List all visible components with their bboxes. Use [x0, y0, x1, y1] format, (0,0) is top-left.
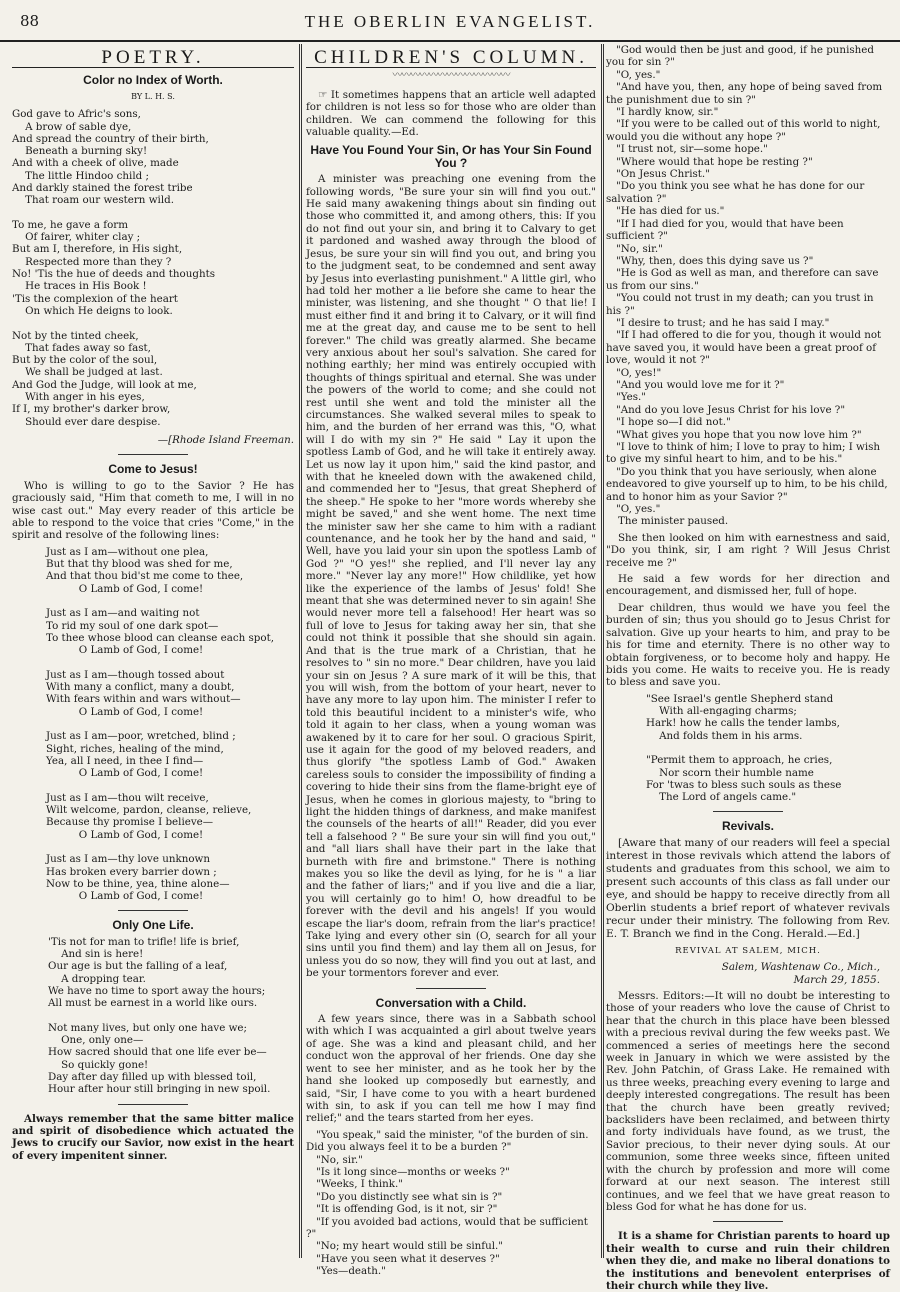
- dialogue-line: "O, yes.": [616, 68, 661, 81]
- dialogue-line: "If I had died for you, would that have been sufficient ?": [606, 217, 844, 243]
- poem-title-color: Color no Index of Worth.: [83, 73, 223, 88]
- dialogue-line: "And you would love me for it ?": [616, 378, 785, 391]
- dialogue-line: "You speak," said the minister, "of the burden of sin. Did you always feel it to be a burden ?": [306, 1128, 589, 1154]
- dialogue-line: "No; my heart would still be sinful.": [316, 1240, 504, 1253]
- dialogue-line: "What gives you hope that you now love him ?": [616, 428, 862, 441]
- dialogue-line: "I trust not, sir—some hope.": [616, 143, 768, 156]
- dialogue-line: "He has died for us.": [616, 205, 725, 218]
- poem-title-only-one-life: Only One Life.: [112, 918, 194, 933]
- dialogue-line: "No, sir.": [316, 1153, 363, 1166]
- revivals-title: Revivals.: [721, 819, 775, 834]
- column-divider-2: [601, 44, 604, 1258]
- third-column: [606, 44, 890, 1292]
- page-number: 88: [20, 12, 40, 30]
- closing-note-col1: Always remember that the same bitter malice and spirit of disobedience which actuated the Jews to crucify our Savior, now exist in the heart of every impenitent sinner.: [12, 1112, 294, 1162]
- dialogue-line: "Is it long since—months or weeks ?": [316, 1165, 510, 1178]
- dialogue-line: "Do you think you see what he has done for our salvation ?": [606, 180, 865, 205]
- wavy-rule: 〰〰〰〰〰〰〰〰〰〰〰〰〰: [392, 70, 510, 82]
- poem-verse-only-one-life: 'Tis not for man to trifle! life is brief, And sin is here! Our age is but the falling of a leaf, A dropping tear. We have no time to sport away the hours; All must be earnest in a world like ours. Not many lives, but only one have we; One, only one— How sacred should that one life ever be— So quickly gone! Day after day filled up with blessed toil, Hour after hour still bringing in new spoil.: [48, 935, 271, 1096]
- divider: [416, 988, 486, 989]
- closing-note-col3: It is a shame for Christian parents to hoard up their wealth to curse and ruin their children when they die, and make no liberal donations to the institutions and benevolent enterprises of their church while they live.: [606, 1230, 890, 1292]
- story2-intro: A few years since, there was in a Sabbath school with which I was acquainted a girl about twelve years of age. She was a kind and pleasant child, and her conduct won the approval of her friends. One day she went to see her minister, and as he took her by the hand she looked up composedly but earnestly, and said, "Sir, I have come to you with a heart burdened with sin, to ask if you can tell me how I may find relief;" and the tears started from her eyes.: [306, 1013, 596, 1125]
- divider: [118, 454, 188, 455]
- poem-title-come: Come to Jesus!: [108, 462, 198, 477]
- narrative-paragraph: The minister paused.: [618, 515, 729, 528]
- divider: [713, 1221, 783, 1222]
- dialogue-line: "I hope so—I did not.": [616, 416, 731, 429]
- childrens-column: [306, 44, 596, 1278]
- dialogue-line: "If I had offered to die for you, though it would not have saved you, it would have been a great proof of love, would it not ?": [606, 329, 882, 367]
- dialogue-line: "On Jesus Christ.": [616, 168, 710, 181]
- narrative-paragraph: She then looked on him with earnestness and said, "Do you think, sir, I am right ? Will Jesus Christ receive me ?": [606, 531, 890, 569]
- childrens-editor-note: ☞ It sometimes happens that an article well adapted for children is not less so for those who are older than children. We can commend the following for this valuable quality.—Ed.: [306, 88, 596, 139]
- narrative-paragraph: Dear children, thus would we have you feel the burden of sin; thus you should go to Jesus Christ for salvation. Give up your hearts to him, and pray to be his for time and eternity. There is no other way to obtain forgiveness, or to become holy and happy. He bids you come. He waits to receive you. He is ready to bless and save you.: [606, 601, 890, 689]
- dialogue-line: "O, yes!": [616, 366, 662, 379]
- dialogue-line: "Yes.": [616, 391, 647, 404]
- story1-paragraph: A minister was preaching one evening from the following words, "Be sure your sin will find you out." He said many awakening things about sin finding out those who committed it, and among others, this: If you do not find out your sin, and bring it to Calvary to get it pardoned and washed away through the blood of Jesus, be sure your sin will find you out, and bring you to the judgment seat, to be condemned and sent away by Jesus into everlasting punishment." A little girl, who had told her mother a lie before she came to hear the minister, was listening, and she thought " O that lie! I must either find it and bring it to Calvary, or it will find me at the great day, and cause me to be sent to hell forever." The child was greatly alarmed. She became very anxious about her soul's salvation. She cared for nothing earthly; her mind was entirely occupied with thoughts of things spiritual and eternal. She was under the powers of the world to come; and she could not rest until she went and told the minister all the circumstances. She walked several miles to speak to him, and the burden of her errand was this, "O, what will I do with my sin ?" He said " Lay it upon the spotless Lamb of God, and he will take it entirely away. Let us now lay it upon him," said the kind pastor, and with that he kneeled down with the awakened child, and commended her to "Jesus, that great Shepherd of the sheep." He spoke to her "more words whereby she might be saved," and she went home. The next time the minister saw her she came to him with a radiant countenance, and he took her by the hand and said, " Well, have you laid your sin upon the spotless Lamb of God ?" "O yes!" she replied, and I'll never lay any more." "Never lay any more!" How childlike, yet how like the experience of the lambs of Jesus' fold! She meant that she was determined never to sin again! She would never more tell a falsehood! Her heart was so full of love to Jesus for taking away her sin, that she could not think it possible that she should sin again. And that is the true mark of a Christian, that he resolves to " sin no more." Dear children, have you laid your sin on Jesus ? A sure mark of it will be this, that you will wish, from the bottom of your heart, never to have any more to lay upon him. The minister I refer to told this beautiful incident to a minister's wife, who told it again to her class, when a young woman was awakened by it to care for her soul. O gracious Spirit, use it again for the good of my beloved readers, and thus glorify "the spotless Lamb of God." Awaken careless souls to consider the impossibility of finding a covering to hide their sins from the flame-bright eye of Jesus, when he comes in glorious majesty, to "bring to light the hidden things of darkness, and make manifest the counsels of the hearts of all!" Reader, did you ever tell a falsehood ? " Be sure your sin will find you out," and "all liars shall have their part in the lake that burneth with fire and brimstone." There is nothing makes you so like the devil as lying, for he is " a liar and the father of liars;" and if you live and die a liar, you will certainly go to him! O, how dreadful to be forever with the devil and his angels! If you would escape the liar's doom, refrain from the liar's practice! Take lying and every other sin (O, search for all your sins until you find them) and lay them all on Jesus, for unless you do so now, they will find you out at last, and be your tormentors forever and ever.: [306, 173, 596, 980]
- dialogue-line: "Do you think that you have seriously, when alone endeavored to give yourself up to him, to be his child, and to honor him as your Savior ?": [606, 465, 888, 503]
- divider: [118, 1104, 188, 1105]
- dialogue-continued: [606, 44, 890, 515]
- dialogue-line: "You could not trust in my death; can you trust in his ?": [606, 292, 874, 317]
- dialogue-line: "And do you love Jesus Christ for his love ?": [616, 403, 846, 416]
- poem-byline: BY L. H. S.: [131, 91, 175, 101]
- pointing-hand-icon: ☞: [318, 88, 331, 101]
- poem-verse-come: Just as I am—without one plea, But that thy blood was shed for me, And that thou bid'st me come to thee, O Lamb of God, I come! Just as I am—and waiting not To rid my soul of one dark spot— To thee whose blood can cleanse each spot, O Lamb of God, I come! Just as I am—though tossed about With many a conflict, many a doubt, With fears within and wars without— O Lamb of God, I come! Just as I am—poor, wretched, blind ; Sight, riches, healing of the mind, Yea, all I need, in thee I find— O Lamb of God, I come! Just as I am—thou wilt receive, Wilt welcome, pardon, cleanse, relieve, Because thy promise I believe— O Lamb of God, I come! Just as I am—thy love unknown Has broken every barrier down ; Now to be thine, yea, thine alone— O Lamb of God, I come!: [46, 545, 274, 903]
- masthead: [0, 0, 900, 42]
- dialogue-line: "O, yes.": [616, 503, 661, 516]
- poem-verse-color: God gave to Afric's sons, A brow of sable dye, And spread the country of their birth, Beneath a burning sky! And with a cheek of olive, made The little Hindoo child ; And darkly stained the forest tribe That roam our western wild. To me, he gave a form Of fairer, whiter clay ; But am I, therefore, in His sight, Respected more than they ? No! 'Tis the hue of deeds and thoughts He traces in His Book ! 'Tis the complexion of the heart On which He deigns to look. Not by the tinted cheek, That fades away so fast, But by the color of the soul, We shall be judged at last. And God the Judge, will look at me, With anger in his eyes, If I, my brother's darker brow, Should ever dare despise.: [12, 108, 216, 428]
- dialogue-line: "Yes—death.": [316, 1265, 386, 1278]
- dialogue-line: "Have you seen what it deserves ?": [316, 1252, 500, 1265]
- story1-title: Have You Found Your Sin, Or has Your Sin Found You ?: [310, 143, 592, 170]
- revival-subheading: REVIVAL AT SALEM, MICH.: [675, 945, 821, 956]
- dialogue-line: "It is offending God, is it not, sir ?": [316, 1203, 498, 1216]
- dialogue-line: "No, sir.": [616, 242, 663, 255]
- story2-dialogue: [306, 1129, 596, 1278]
- dialogue-line: "He is God as well as man, and therefore can save us from our sins.": [606, 267, 879, 292]
- poem-source: —[Rhode Island Freeman.: [157, 433, 294, 446]
- dialogue-line: "Why, then, does this dying save us ?": [616, 254, 814, 267]
- divider: [118, 910, 188, 911]
- revival-dateline: Salem, Washtenaw Co., Mich., March 29, 1855.: [721, 961, 880, 986]
- poetry-column: [12, 44, 294, 1254]
- column-divider-1: [299, 44, 302, 1258]
- dialogue-line: "And have you, then, any hope of being saved from the punishment due to sin ?": [606, 81, 883, 106]
- publication-title: THE OBERLIN EVANGELIST.: [304, 12, 596, 31]
- revivals-editor-note: [Aware that many of our readers will feel a special interest in those revivals which attend the labors of students and graduates from this school, we aim to present such accounts of this class as fall under our eye, and should be happy to receive directly from all Oberlin students a brief report of whatever revivals recur under their ministry. The following from Rev. E. T. Branch we find in the Cong. Herald.—Ed.]: [606, 836, 890, 940]
- dialogue-line: "If you were to be called out of this world to night, would you die without any hope ?": [606, 118, 881, 143]
- dialogue-line: "I love to think of him; I love to pray to him; I wish to give my sinful heart to him, and to be his.": [606, 441, 881, 466]
- dialogue-line: "If you avoided bad actions, would that be sufficient ?": [306, 1215, 588, 1240]
- dialogue-line: "Do you distinctly see what sin is ?": [316, 1190, 503, 1203]
- dialogue-line: "God would then be just and good, if he punished you for sin ?": [606, 44, 874, 69]
- story2-title: Conversation with a Child.: [375, 995, 527, 1010]
- dialogue-line: "I desire to trust; and he has said I may.": [616, 316, 830, 329]
- hymn-verse: "See Israel's gentle Shepherd stand With all-engaging charms; Hark! how he calls the tender lambs, And folds them in his arms. "Permit them to approach, he cries, Nor scorn their humble name For 'twas to bless such souls as these The Lord of angels came.": [646, 692, 842, 804]
- narrative-paragraph: He said a few words for her direction and encouragement, and dismissed her, full of hope.: [606, 573, 890, 598]
- poem-intro: Who is willing to go to the Savior ? He has graciously said, "Him that cometh to me, I will in no wise cast out." May every reader of this article be able to respond to the voice that cries "Come," in the spirit and resolve of the following lines:: [12, 479, 294, 542]
- revival-letter: Messrs. Editors:—It will no doubt be interesting to those of your readers who love the cause of Christ to hear that the church in this place have been blessed with a precious revival during the few weeks past. We commenced a series of meetings here the second week in January in which we were assisted by the Rev. John Patchin, of Grass Lake. He remained with us three weeks, preaching every evening to large and deeply interested congregations. The result has been that the church have been greatly revived; backsliders have been reclaimed, and between thirty and forty individuals have found, as we trust, the Savior precious, to their never dying souls. At our communion, some three weeks since, fifteen united with the church by profession and more will come forward at our next season. The interest still continues, and we feel that we have great reason to bless God for what he has done for us.: [606, 990, 890, 1213]
- childrens-section-title: CHILDREN'S COLUMN.: [306, 48, 596, 68]
- dialogue-line: "I hardly know, sir.": [616, 106, 719, 119]
- dialogue-line: "Where would that hope be resting ?": [616, 155, 813, 168]
- poetry-section-title: POETRY.: [12, 48, 294, 68]
- divider: [713, 811, 783, 812]
- dialogue-line: "Weeks, I think.": [316, 1178, 404, 1191]
